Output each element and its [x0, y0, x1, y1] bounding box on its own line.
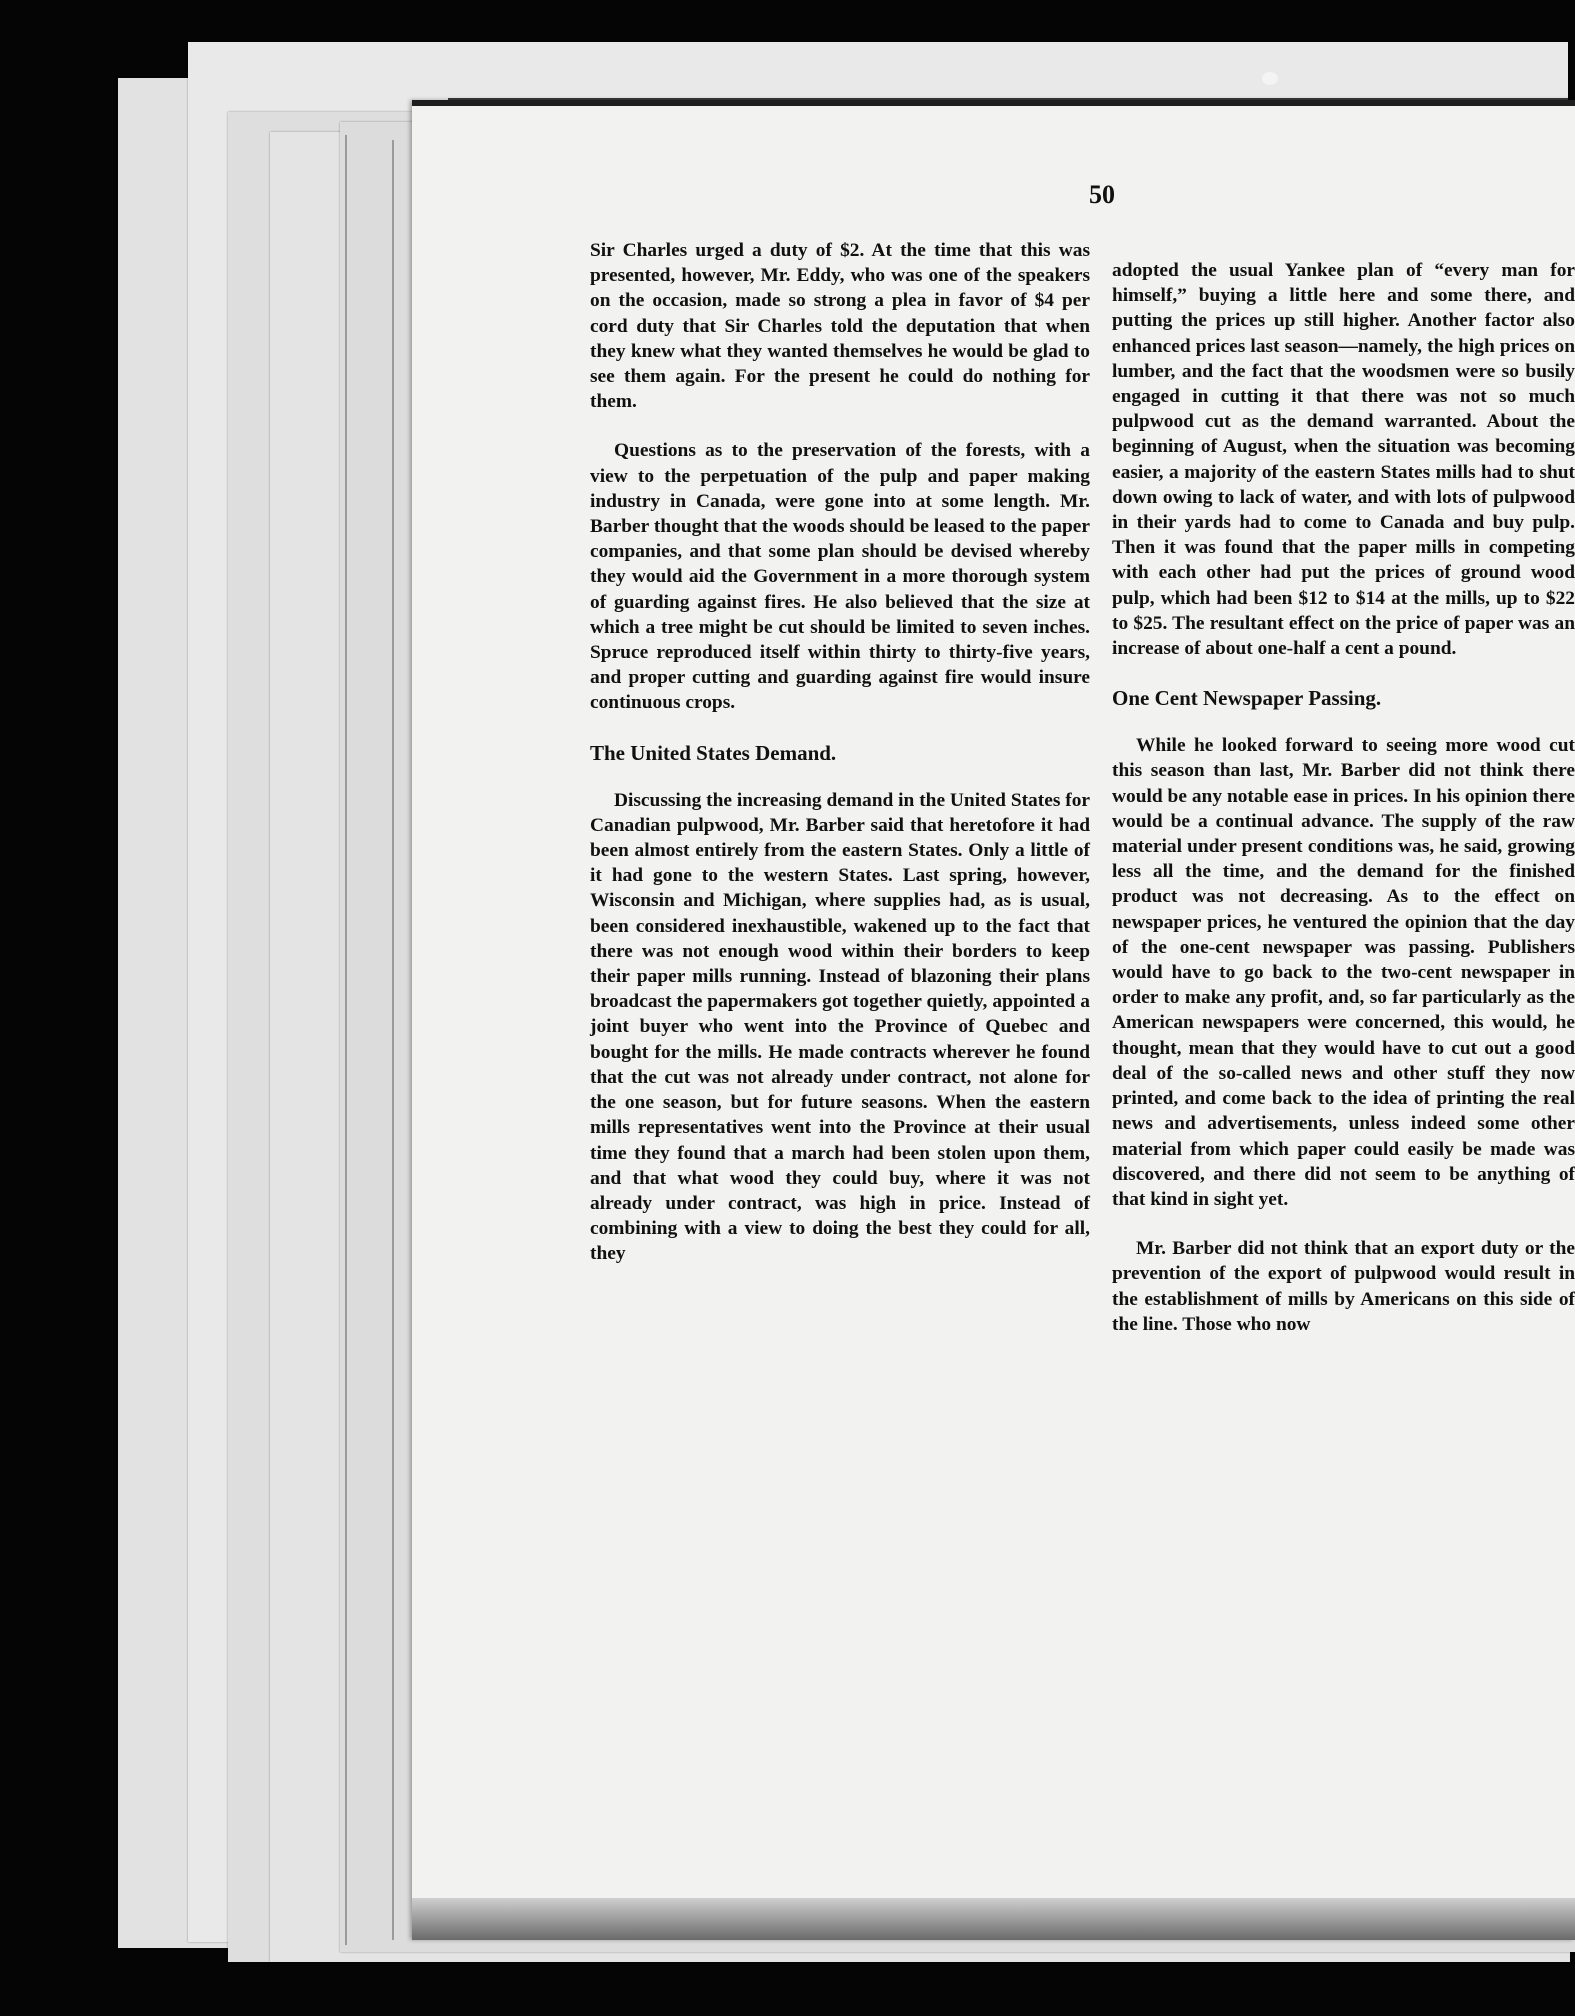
- paragraph: While he looked forward to seeing more wood cut this season than last, Mr. Barber did not think there would be any notable ease in prices. In his opinion there would be a continual advance. The supply of the raw material under present conditions was, he said, growing less all the time, and the demand for the finished product was not decreasing. As to the effect on newspaper prices, he ventured the opinion that the day of the one-cent newspaper was passing. Publishers would have to go back to the two-cent newspaper in order to make any profit, and, so far particularly as the American newspapers were concerned, this would, he thought, mean that they would have to cut out a good deal of the so-called news and other stuff they now printed, and come back to the idea of printing the real news and advertisements, unless indeed some other material from which paper could easily be made was discovered, and there did not seem to be anything of that kind in sight yet.: [1112, 735, 1575, 1210]
- paragraph: Sir Charles urged a duty of $2. At the time that this was presented, however, Mr. Eddy, who was one of the speakers on the occasion, made so strong a plea in favor of $4 per cord duty that Sir Charles told the deputation that when they knew what they wanted themselves he would be glad to see them again. For the present he could do nothing for them.: [590, 240, 1090, 413]
- page-edge-line: [392, 140, 394, 1940]
- page-bottom-shadow: [412, 1898, 1575, 1940]
- section-heading: One Cent Newspaper Passing.: [1112, 686, 1382, 711]
- top-rule: [412, 100, 1575, 106]
- left-column: [590, 238, 1090, 1291]
- page-number: 50: [1089, 180, 1115, 209]
- section-heading: The United States Demand.: [590, 740, 837, 765]
- paragraph: Mr. Barber did not think that an export duty or the prevention of the export of pulpwood would result in the establishment of mills by Americans on this side of the line. Those who now: [1112, 1238, 1575, 1335]
- document-page: [412, 100, 1575, 1940]
- paragraph: Discussing the increasing demand in the United States for Canadian pulpwood, Mr. Barber said that heretofore it had been almost entirely from the eastern States. Only a little of it had gone to the western States. Last spring, however, Wisconsin and Michigan, where supplies had, as is usual, been considered inexhaustible, wakened up to the fact that there was not enough wood within their borders to keep their paper mills running. Instead of blazoning their plans broadcast the papermakers got together quietly, appointed a joint buyer who went into the Province of Quebec and bought for the mills. He made contracts wherever he found that the cut was not already under contract, not alone for the one season, but for future seasons. When the eastern mills representatives went into the Province at their usual time they found that a march had been stolen upon them, and that what wood they could buy, where it was not already under contract, was high in price. Instead of combining with a view to doing the best they could for all, they: [590, 789, 1090, 1265]
- page-edge-line: [345, 135, 347, 1945]
- paragraph: adopted the usual Yankee plan of “every man for himself,” buying a little here and some there, and putting the prices up still higher. Another factor also enhanced prices last season—namely, the high prices on lumber, and the fact that the woodsmen were so busily engaged in cutting it that there was not so much pulpwood cut as the demand warranted. About the beginning of August, when the situation was becoming easier, a majority of the eastern States mills had to shut down owing to lack of water, and with lots of pulpwood in their yards had to come to Canada and buy pulp. Then it was found that the paper mills in competing with each other had put the prices of ground wood pulp, which had been $12 to $14 at the mills, up to $22 to $25. The resultant effect on the price of paper was an increase of about one-half a cent a pound.: [1112, 260, 1575, 660]
- right-column: [1112, 258, 1575, 1361]
- paragraph: Questions as to the preservation of the forests, with a view to the perpetuation of the pulp and paper making industry in Canada, were gone into at some length. Mr. Barber thought that the woods should be leased to the paper companies, and that some plan should be devised whereby they would aid the Government in a more thorough system of guarding against fires. He also believed that the size at which a tree might be cut should be limited to seven inches. Spruce reproduced itself within thirty to thirty-five years, and proper cutting and guarding against fire would insure continuous crops.: [590, 440, 1090, 714]
- scan-speck: [1262, 72, 1278, 85]
